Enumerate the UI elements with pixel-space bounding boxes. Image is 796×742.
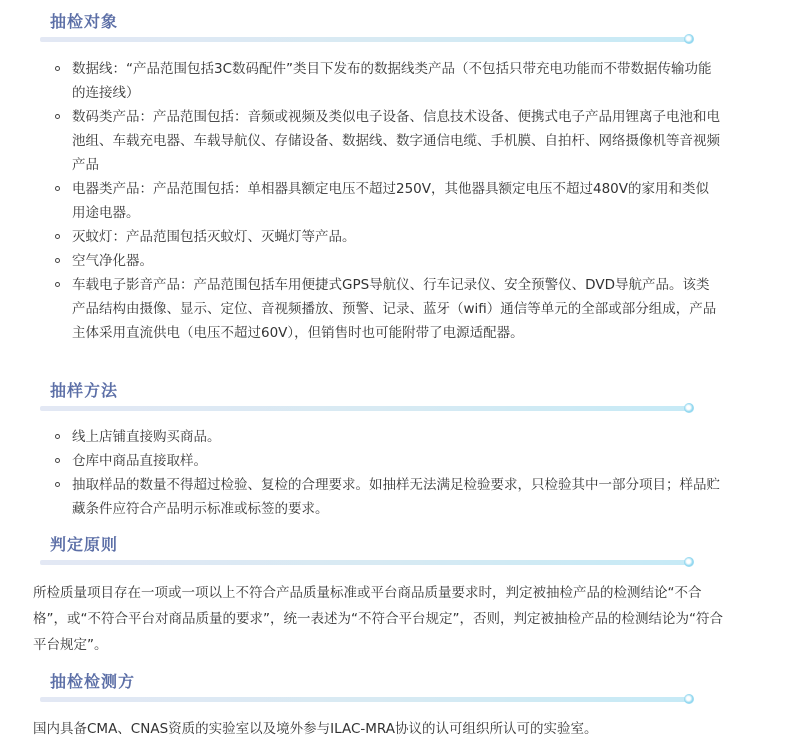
sampling-method-list <box>50 425 722 521</box>
list-item-text: 空气净化器。 <box>72 253 153 269</box>
bullet-icon <box>55 66 60 71</box>
section-header-sampling-method <box>40 381 700 415</box>
bullet-icon <box>55 186 60 191</box>
bullet-icon <box>55 434 60 439</box>
section-divider <box>40 560 688 565</box>
bullet-icon <box>55 114 60 119</box>
list-item <box>50 249 722 273</box>
list-item-text: 抽取样品的数量不得超过检验、复检的合理要求。如抽样无法满足检验要求，只检验其中一部分项目；样品贮藏条件应符合产品明示标准或标签的要求。 <box>72 477 720 517</box>
list-item-text: 数码类产品：产品范围包括：音频或视频及类似电子设备、信息技术设备、便携式电子产品用锂离子电池和电池组、车载充电器、车载导航仪、存储设备、数据线、数字通信电缆、手机膜、自拍杆、网络摄像机等音视频产品 <box>72 109 720 173</box>
section-header-sampling-objects <box>40 12 700 46</box>
list-item <box>50 105 722 177</box>
divider-dot-icon <box>684 403 694 413</box>
divider-dot-icon <box>684 694 694 704</box>
divider-dot-icon <box>684 34 694 44</box>
section-title: 抽样方法 <box>50 381 119 400</box>
list-item <box>50 273 722 345</box>
bullet-icon <box>55 458 60 463</box>
section-title: 抽检对象 <box>50 12 119 31</box>
section-header-testing-party <box>40 672 700 706</box>
section-header-judgment-principle <box>40 535 700 569</box>
list-item <box>50 449 722 473</box>
list-item-text: 仓库中商品直接取样。 <box>72 453 207 469</box>
bullet-icon <box>55 258 60 263</box>
section-divider <box>40 37 688 42</box>
testing-party-text: 国内具备CMA、CNAS资质的实验室以及境外参与ILAC-MRA协议的认可组织所认可的实验室。 <box>33 721 598 737</box>
list-item-text: 灭蚊灯：产品范围包括灭蚊灯、灭蝇灯等产品。 <box>72 229 356 245</box>
section-divider <box>40 406 688 411</box>
divider-dot-icon <box>684 557 694 567</box>
section-divider <box>40 697 688 702</box>
list-item <box>50 177 722 225</box>
list-item-text: 线上店铺直接购买商品。 <box>72 429 221 445</box>
judgment-principle-text: 所检质量项目存在一项或一项以上不符合产品质量标准或平台商品质量要求时，判定被抽检产品的检测结论“不合格”，或“不符合平台对商品质量的要求”，统一表述为“不符合平台规定”，否则，判定被抽检产品的检测结论为“符合平台规定”。 <box>33 585 723 653</box>
section-title: 判定原则 <box>50 535 119 554</box>
list-item <box>50 425 722 449</box>
list-item-text: 车载电子影音产品：产品范围包括车用便捷式GPS导航仪、行车记录仪、安全预警仪、DVD导航产品。该类产品结构由摄像、显示、定位、音视频播放、预警、记录、蓝牙（wifi）通信等单元的全部或部分组成，产品主体采用直流供电（电压不超过60V），但销售时也可能附带了电源适配器。 <box>72 277 717 341</box>
list-item <box>50 473 722 521</box>
list-item-text: 数据线：“产品范围包括3C数码配件”类目下发布的数据线类产品（不包括只带充电功能而不带数据传输功能的连接线） <box>72 61 712 101</box>
bullet-icon <box>55 482 60 487</box>
list-item-text: 电器类产品：产品范围包括：单相器具额定电压不超过250V，其他器具额定电压不超过480V的家用和类似用途电器。 <box>72 181 710 221</box>
list-item <box>50 225 722 249</box>
bullet-icon <box>55 234 60 239</box>
section-title: 抽检检测方 <box>50 672 136 691</box>
bullet-icon <box>55 282 60 287</box>
sampling-objects-list <box>50 57 722 345</box>
list-item <box>50 57 722 105</box>
